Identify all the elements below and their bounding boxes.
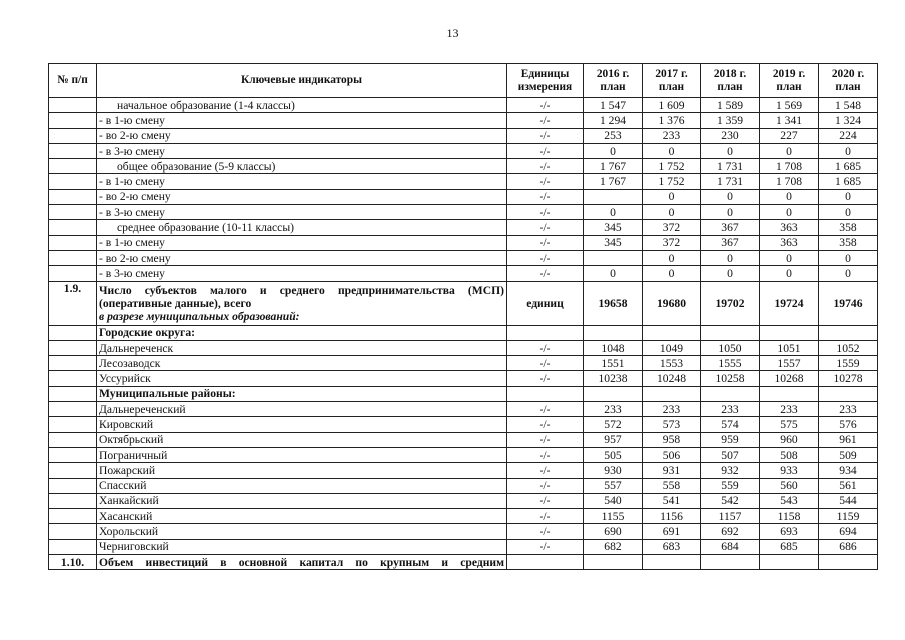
table-row bbox=[49, 356, 878, 371]
empty-cell bbox=[584, 386, 643, 401]
year-label: 2017 г. bbox=[655, 67, 688, 80]
cell-value: 1 767 bbox=[584, 174, 643, 189]
year-label: 2016 г. bbox=[596, 67, 630, 80]
cell-value: 1156 bbox=[643, 509, 701, 524]
cell-value: 508 bbox=[760, 447, 819, 462]
cell-value: 560 bbox=[760, 478, 819, 493]
cell-value: 1048 bbox=[584, 340, 643, 355]
row-unit: -/- bbox=[507, 235, 584, 250]
row-indicator: Черниговский bbox=[97, 539, 507, 554]
group-label: Городские округа: bbox=[97, 325, 507, 340]
empty-cell bbox=[507, 386, 584, 401]
row-unit: -/- bbox=[507, 432, 584, 447]
table-row bbox=[49, 447, 878, 462]
table-row bbox=[49, 189, 878, 204]
row-indicator: Октябрьский bbox=[97, 432, 507, 447]
cell-value: 0 bbox=[643, 143, 701, 158]
row-number bbox=[49, 113, 97, 128]
cell-value: 960 bbox=[760, 432, 819, 447]
section-1-9 bbox=[49, 281, 878, 340]
cell-value: 572 bbox=[584, 417, 643, 432]
section-1-9-line1: Число субъектов малого и среднего предпринимательства (МСП) bbox=[99, 283, 504, 297]
table-row bbox=[49, 113, 878, 128]
cell-value: 1555 bbox=[701, 356, 760, 371]
cell-value: 932 bbox=[701, 463, 760, 478]
cell-value: 958 bbox=[643, 432, 701, 447]
row-indicator: - во 2-ю смену bbox=[97, 189, 507, 204]
cell-value bbox=[584, 189, 643, 204]
cell-value: 0 bbox=[643, 189, 701, 204]
cell-value: 1 708 bbox=[760, 174, 819, 189]
cell-value: 544 bbox=[819, 493, 878, 508]
cell-value: 691 bbox=[643, 524, 701, 539]
row-unit: -/- bbox=[507, 402, 584, 417]
empty-cell bbox=[760, 325, 819, 340]
row-indicator: Хасанский bbox=[97, 509, 507, 524]
row-indicator: - в 3-ю смену bbox=[97, 143, 507, 158]
empty-cell bbox=[760, 386, 819, 401]
row-number bbox=[49, 266, 97, 281]
row-unit: -/- bbox=[507, 189, 584, 204]
empty-cell bbox=[507, 325, 584, 340]
row-unit: -/- bbox=[507, 159, 584, 174]
cell-value: 367 bbox=[701, 235, 760, 250]
table-row bbox=[49, 509, 878, 524]
row-unit: -/- bbox=[507, 266, 584, 281]
empty-cell bbox=[819, 555, 878, 570]
cell-value: 0 bbox=[584, 266, 643, 281]
cell-value: 0 bbox=[819, 250, 878, 265]
table-row bbox=[49, 417, 878, 432]
row-indicator: Дальнереченск bbox=[97, 340, 507, 355]
row-indicator: - во 2-ю смену bbox=[97, 250, 507, 265]
district-rows bbox=[49, 402, 878, 555]
table-row bbox=[49, 371, 878, 386]
district-group bbox=[49, 386, 878, 401]
cell-value: 575 bbox=[760, 417, 819, 432]
cell-value: 253 bbox=[584, 128, 643, 143]
row-number bbox=[49, 447, 97, 462]
group-row-district bbox=[49, 386, 878, 401]
empty-cell bbox=[584, 555, 643, 570]
cell-value: 934 bbox=[819, 463, 878, 478]
cell-value: 0 bbox=[643, 250, 701, 265]
table-row bbox=[49, 432, 878, 447]
table-row bbox=[49, 205, 878, 220]
row-unit: -/- bbox=[507, 478, 584, 493]
cell-value: 1 609 bbox=[643, 98, 701, 113]
row-indicator: общее образование (5-9 классы) bbox=[97, 159, 507, 174]
cell-value: 540 bbox=[584, 493, 643, 508]
indicators-table bbox=[48, 63, 878, 570]
cell-value: 1158 bbox=[760, 509, 819, 524]
page-number: 13 bbox=[446, 26, 459, 40]
cell-value: 233 bbox=[643, 128, 701, 143]
row-number bbox=[49, 463, 97, 478]
cell-value: 345 bbox=[584, 235, 643, 250]
cell-value: 1 569 bbox=[760, 98, 819, 113]
row-unit: -/- bbox=[507, 340, 584, 355]
cell-value: 573 bbox=[643, 417, 701, 432]
cell-value: 0 bbox=[701, 205, 760, 220]
row-indicator: начальное образование (1-4 классы) bbox=[97, 98, 507, 113]
cell-value: 0 bbox=[819, 143, 878, 158]
col-header-indicator: Ключевые индикаторы bbox=[97, 64, 507, 98]
cell-value: 933 bbox=[760, 463, 819, 478]
row-number bbox=[49, 128, 97, 143]
cell-value: 0 bbox=[760, 189, 819, 204]
cell-value: 19746 bbox=[819, 281, 878, 325]
row-number bbox=[49, 189, 97, 204]
row-number bbox=[49, 235, 97, 250]
cell-value: 0 bbox=[760, 250, 819, 265]
cell-value: 506 bbox=[643, 447, 701, 462]
table-row bbox=[49, 463, 878, 478]
table-row bbox=[49, 143, 878, 158]
table-row bbox=[49, 340, 878, 355]
row-number bbox=[49, 478, 97, 493]
empty-cell bbox=[507, 555, 584, 570]
row-number bbox=[49, 205, 97, 220]
cell-value: 0 bbox=[701, 189, 760, 204]
cell-value: 0 bbox=[760, 266, 819, 281]
row-indicator: Хорольский bbox=[97, 524, 507, 539]
row-indicator: Кировский bbox=[97, 417, 507, 432]
cell-value: 363 bbox=[760, 235, 819, 250]
cell-value: 1 341 bbox=[760, 113, 819, 128]
row-number bbox=[49, 402, 97, 417]
cell-value: 345 bbox=[584, 220, 643, 235]
col-header-2016 bbox=[584, 64, 643, 98]
table-row-1-9 bbox=[49, 281, 878, 325]
cell-value: 1 767 bbox=[584, 159, 643, 174]
col-header-2018 bbox=[701, 64, 760, 98]
col-header-2017 bbox=[643, 64, 701, 98]
cell-value: 0 bbox=[643, 205, 701, 220]
row-unit: -/- bbox=[507, 143, 584, 158]
row-unit: -/- bbox=[507, 98, 584, 113]
table-row bbox=[49, 524, 878, 539]
row-indicator: Ханкайский bbox=[97, 493, 507, 508]
cell-value: 0 bbox=[701, 143, 760, 158]
cell-value: 1051 bbox=[760, 340, 819, 355]
table-row bbox=[49, 250, 878, 265]
cell-value: 10278 bbox=[819, 371, 878, 386]
row-indicator: - в 3-ю смену bbox=[97, 205, 507, 220]
row-indicator: Пожарский bbox=[97, 463, 507, 478]
cell-value: 1559 bbox=[819, 356, 878, 371]
cell-value: 959 bbox=[701, 432, 760, 447]
col-header-unit-line2: измерения bbox=[517, 80, 573, 93]
empty-cell bbox=[584, 325, 643, 340]
row-number bbox=[49, 432, 97, 447]
table-row bbox=[49, 539, 878, 554]
row-number bbox=[49, 174, 97, 189]
cell-value: 1553 bbox=[643, 356, 701, 371]
cell-value: 561 bbox=[819, 478, 878, 493]
cell-value bbox=[584, 250, 643, 265]
table-row bbox=[49, 478, 878, 493]
city-rows bbox=[49, 340, 878, 386]
row-indicator: - в 1-ю смену bbox=[97, 174, 507, 189]
cell-value: 1 731 bbox=[701, 159, 760, 174]
row-unit: -/- bbox=[507, 205, 584, 220]
row-unit: -/- bbox=[507, 113, 584, 128]
row-unit: -/- bbox=[507, 447, 584, 462]
cell-value: 557 bbox=[584, 478, 643, 493]
row-indicator: Дальнереченский bbox=[97, 402, 507, 417]
empty-cell bbox=[760, 555, 819, 570]
cell-value: 692 bbox=[701, 524, 760, 539]
plan-label: план bbox=[658, 80, 685, 93]
cell-value: 961 bbox=[819, 432, 878, 447]
row-indicator: Уссурийск bbox=[97, 371, 507, 386]
cell-value: 1 376 bbox=[643, 113, 701, 128]
cell-value: 0 bbox=[643, 266, 701, 281]
row-indicator: - в 3-ю смену bbox=[97, 266, 507, 281]
col-header-unit-line1: Единицы bbox=[520, 67, 570, 80]
cell-value: 682 bbox=[584, 539, 643, 554]
cell-value: 1 752 bbox=[643, 159, 701, 174]
cell-value: 686 bbox=[819, 539, 878, 554]
cell-value: 1 547 bbox=[584, 98, 643, 113]
group-row-city bbox=[49, 325, 878, 340]
cell-value: 19658 bbox=[584, 281, 643, 325]
col-header-2020 bbox=[819, 64, 878, 98]
row-unit: -/- bbox=[507, 417, 584, 432]
cell-value: 505 bbox=[584, 447, 643, 462]
row-unit: -/- bbox=[507, 463, 584, 478]
empty-cell bbox=[701, 325, 760, 340]
cell-value: 930 bbox=[584, 463, 643, 478]
cell-value: 576 bbox=[819, 417, 878, 432]
col-header-2019 bbox=[760, 64, 819, 98]
cell-value: 931 bbox=[643, 463, 701, 478]
cell-value: 233 bbox=[643, 402, 701, 417]
row-number bbox=[49, 340, 97, 355]
cell-value: 543 bbox=[760, 493, 819, 508]
plan-label: план bbox=[776, 80, 802, 93]
empty-cell bbox=[701, 555, 760, 570]
table-row bbox=[49, 174, 878, 189]
cell-value: 1 324 bbox=[819, 113, 878, 128]
cell-value: 574 bbox=[701, 417, 760, 432]
row-number: 1.9. bbox=[49, 281, 97, 325]
cell-value: 19702 bbox=[701, 281, 760, 325]
cell-value: 1050 bbox=[701, 340, 760, 355]
cell-value: 0 bbox=[819, 205, 878, 220]
cell-value: 1 359 bbox=[701, 113, 760, 128]
cell-value: 541 bbox=[643, 493, 701, 508]
table-row-1-10 bbox=[49, 555, 878, 570]
row-indicator: - в 1-ю смену bbox=[97, 113, 507, 128]
row-indicator: Пограничный bbox=[97, 447, 507, 462]
plan-label: план bbox=[600, 80, 626, 93]
row-unit: -/- bbox=[507, 539, 584, 554]
row-unit: -/- bbox=[507, 371, 584, 386]
cell-value: 1557 bbox=[760, 356, 819, 371]
year-label: 2020 г. bbox=[831, 67, 865, 80]
cell-value: 233 bbox=[819, 402, 878, 417]
row-number bbox=[49, 371, 97, 386]
cell-value: 372 bbox=[643, 235, 701, 250]
cell-value: 372 bbox=[643, 220, 701, 235]
cell-value: 10258 bbox=[701, 371, 760, 386]
cell-value: 224 bbox=[819, 128, 878, 143]
cell-value: 1 708 bbox=[760, 159, 819, 174]
row-number bbox=[49, 143, 97, 158]
cell-value: 694 bbox=[819, 524, 878, 539]
cell-value: 1052 bbox=[819, 340, 878, 355]
row-unit: -/- bbox=[507, 128, 584, 143]
empty-cell bbox=[701, 386, 760, 401]
row-indicator: среднее образование (10-11 классы) bbox=[97, 220, 507, 235]
cell-value: 358 bbox=[819, 235, 878, 250]
row-indicator: Спасский bbox=[97, 478, 507, 493]
table-row bbox=[49, 98, 878, 113]
table-header-row bbox=[49, 64, 878, 98]
cell-value: 559 bbox=[701, 478, 760, 493]
cell-value: 233 bbox=[701, 402, 760, 417]
education-rows bbox=[49, 98, 878, 282]
cell-value: 0 bbox=[819, 266, 878, 281]
section-1-10 bbox=[49, 555, 878, 570]
section-1-9-line3: в разрезе муниципальных образований: bbox=[99, 309, 300, 323]
cell-value: 1155 bbox=[584, 509, 643, 524]
cell-value: 367 bbox=[701, 220, 760, 235]
row-number bbox=[49, 524, 97, 539]
group-label: Муниципальные районы: bbox=[97, 386, 507, 401]
table-row bbox=[49, 128, 878, 143]
cell-value: 0 bbox=[760, 143, 819, 158]
section-1-10-label: Объем инвестиций в основной капитал по крупным и средним bbox=[99, 555, 504, 569]
row-indicator: - во 2-ю смену bbox=[97, 128, 507, 143]
cell-value: 558 bbox=[643, 478, 701, 493]
row-number bbox=[49, 98, 97, 113]
year-label: 2018 г. bbox=[713, 67, 747, 80]
cell-value: 19680 bbox=[643, 281, 701, 325]
cell-value: 693 bbox=[760, 524, 819, 539]
plan-label: план bbox=[835, 80, 861, 93]
cell-value: 0 bbox=[584, 205, 643, 220]
row-unit: единиц bbox=[507, 281, 584, 325]
cell-value: 542 bbox=[701, 493, 760, 508]
cell-value: 0 bbox=[701, 266, 760, 281]
empty-cell bbox=[643, 386, 701, 401]
cell-value: 0 bbox=[819, 189, 878, 204]
cell-value: 363 bbox=[760, 220, 819, 235]
table-row bbox=[49, 220, 878, 235]
cell-value: 233 bbox=[584, 402, 643, 417]
cell-value: 1 685 bbox=[819, 174, 878, 189]
cell-value: 0 bbox=[701, 250, 760, 265]
row-unit: -/- bbox=[507, 493, 584, 508]
cell-value: 1 685 bbox=[819, 159, 878, 174]
row-number bbox=[49, 159, 97, 174]
cell-value: 1551 bbox=[584, 356, 643, 371]
table-row bbox=[49, 266, 878, 281]
empty-cell bbox=[643, 325, 701, 340]
row-indicator: Лесозаводск bbox=[97, 356, 507, 371]
cell-value: 507 bbox=[701, 447, 760, 462]
row-unit: -/- bbox=[507, 174, 584, 189]
col-header-num: № п/п bbox=[49, 64, 97, 98]
cell-value: 0 bbox=[760, 205, 819, 220]
cell-value: 227 bbox=[760, 128, 819, 143]
row-indicator bbox=[97, 281, 507, 325]
cell-value: 230 bbox=[701, 128, 760, 143]
row-number: 1.10. bbox=[49, 555, 97, 570]
cell-value: 684 bbox=[701, 539, 760, 554]
cell-value: 233 bbox=[760, 402, 819, 417]
cell-value: 1159 bbox=[819, 509, 878, 524]
cell-value: 10238 bbox=[584, 371, 643, 386]
row-number bbox=[49, 509, 97, 524]
row-number bbox=[49, 325, 97, 340]
row-indicator: - в 1-ю смену bbox=[97, 235, 507, 250]
cell-value: 19724 bbox=[760, 281, 819, 325]
cell-value: 1 731 bbox=[701, 174, 760, 189]
row-unit: -/- bbox=[507, 509, 584, 524]
empty-cell bbox=[819, 325, 878, 340]
row-unit: -/- bbox=[507, 356, 584, 371]
year-label: 2019 г. bbox=[772, 67, 806, 80]
cell-value: 1 752 bbox=[643, 174, 701, 189]
row-unit: -/- bbox=[507, 220, 584, 235]
table-row bbox=[49, 493, 878, 508]
cell-value: 1 294 bbox=[584, 113, 643, 128]
row-number bbox=[49, 493, 97, 508]
row-indicator bbox=[97, 555, 507, 570]
cell-value: 0 bbox=[584, 143, 643, 158]
cell-value: 358 bbox=[819, 220, 878, 235]
row-number bbox=[49, 386, 97, 401]
cell-value: 1 548 bbox=[819, 98, 878, 113]
col-header-unit bbox=[507, 64, 584, 98]
table-row bbox=[49, 159, 878, 174]
table-row bbox=[49, 402, 878, 417]
row-number bbox=[49, 417, 97, 432]
cell-value: 957 bbox=[584, 432, 643, 447]
cell-value: 509 bbox=[819, 447, 878, 462]
cell-value: 1 589 bbox=[701, 98, 760, 113]
cell-value: 683 bbox=[643, 539, 701, 554]
row-number bbox=[49, 220, 97, 235]
empty-cell bbox=[819, 386, 878, 401]
row-unit: -/- bbox=[507, 250, 584, 265]
plan-label: план bbox=[717, 80, 743, 93]
row-number bbox=[49, 356, 97, 371]
row-number bbox=[49, 539, 97, 554]
section-1-9-line2: (оперативные данные), всего bbox=[99, 296, 252, 310]
cell-value: 690 bbox=[584, 524, 643, 539]
empty-cell bbox=[643, 555, 701, 570]
cell-value: 1157 bbox=[701, 509, 760, 524]
table-row bbox=[49, 235, 878, 250]
row-unit: -/- bbox=[507, 524, 584, 539]
row-number bbox=[49, 250, 97, 265]
cell-value: 1049 bbox=[643, 340, 701, 355]
cell-value: 10268 bbox=[760, 371, 819, 386]
cell-value: 10248 bbox=[643, 371, 701, 386]
cell-value: 685 bbox=[760, 539, 819, 554]
